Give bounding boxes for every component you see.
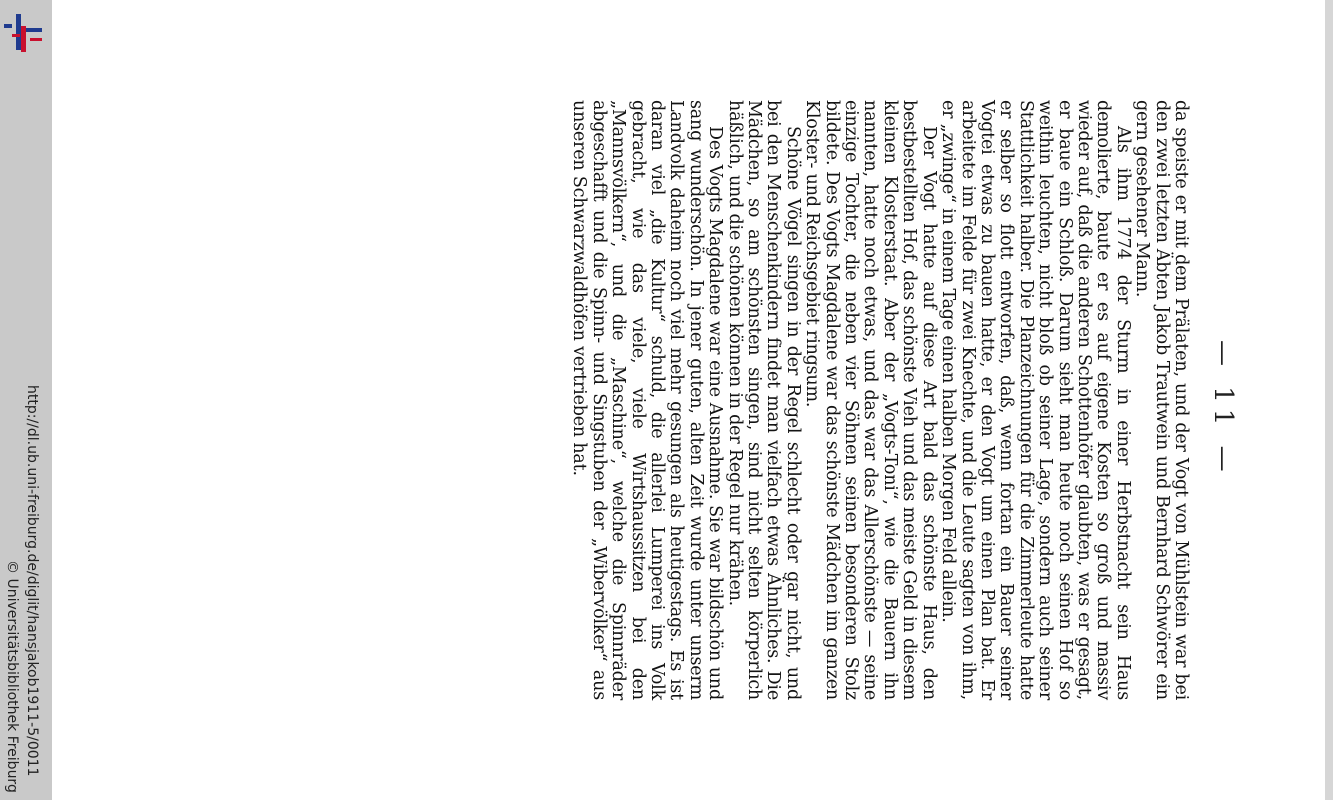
paragraph: Schöne Vögel singen in der Regel schlecht oder gar nicht, und bei den Menschenkindern findet man vielfach etwas Ähnliches. Die Mädchen, so am schönsten singen, sind nicht selten körperlich häßlich, und die schönen können in der Regel nur krähen. (724, 100, 803, 700)
copyright-notice: © Universitätsbibliothek Freiburg (4, 560, 20, 793)
paragraph: Der Vogt hatte auf diese Art bald das schönste Haus, den bestbestellten Hof, das schönste Vieh und das meiste Geld in diesem kleinen Klosterstaat. Aber der „Vogts-Toni“, wie die Bauern ihn nannten, hatte noch etwas, und das war das Allerschönste — seine einzige Tochter, die neben vier Söhnen seinen besonderen Stolz bildete. Des Vogts Magdalene war das schönste Mädchen im ganzen Kloster- und Reichsgebiet ringsum. (802, 100, 939, 700)
paragraph: da speiste er mit dem Prälaten, und der Vogt von Mühlstein war bei den zwei letzten Äbten Jakob Trautwein und Bernhard Schwörer ein gern gesehener Mann. (1132, 100, 1191, 700)
page-text (569, 100, 1190, 700)
university-logo-icon[interactable] (2, 12, 46, 52)
permalink-url[interactable]: http://dl.ub.uni-freiburg.de/diglit/hansjakob1911-5/0011 (24, 385, 40, 777)
vertical-scrollbar[interactable] (1325, 0, 1333, 800)
paragraph: Des Vogts Magdalene war eine Ausnahme. Sie war bildschön und sang wunderschön. In jener guten, alten Zeit wurde unter unserm Landvolk daheim noch viel mehr gesungen als heutigestags. Es ist daran viel „die Kultur“ schuld, die allerlei Lumperei ins Volk gebracht, wie das viele, viele Wirtshaussitzen bei den „Mannsvölkern“, und die „Maschine“, welche die Spinnräder abgeschafft und die Spinn- und Singstuben der „Wibervölker“ aus unseren Schwarzwaldhöfen vertrieben hat. (569, 100, 726, 700)
paragraph: Als ihm 1774 der Sturm in einer Herbstnacht sein Haus demolierte, baute er es auf eigene Kosten so groß und massiv wieder auf, daß die anderen Schottenhöfer glaubten, was er gesagt, er baue ein Schloß. Darum sieht man heute noch seinen Hof so weithin leuchten, nicht bloß ob seiner Lage, sondern auch seiner Stattlichkeit halber. Die Planzeichnungen für die Zimmerleute hatte er selber so flott entworfen, daß, wenn fortan ein Bauer seiner Vogtei etwas zu bauen hatte, er den Vogt um einen Plan bat. Er arbeitete im Felde für zwei Knechte, und die Leute sagten von ihm, er „zwinge“ in einem Tage einen halben Morgen Feld allein. (938, 100, 1133, 700)
page-number: — 11 — (1208, 340, 1238, 478)
viewer-sidebar (0, 0, 52, 800)
